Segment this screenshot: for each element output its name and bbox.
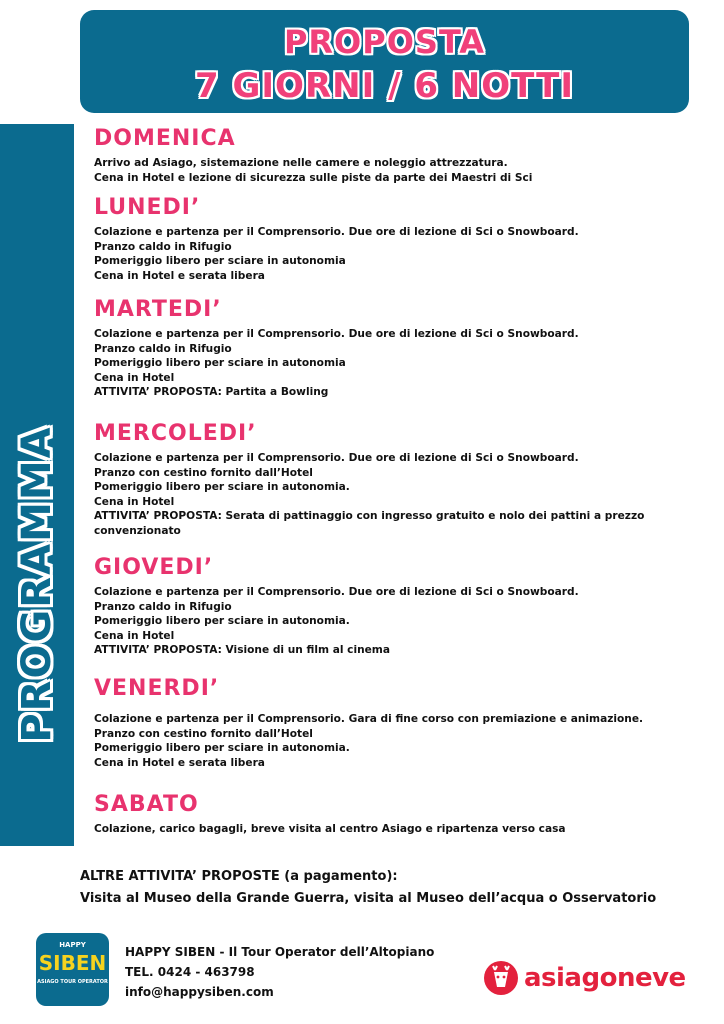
- brand-text: asiagoneve: [524, 963, 686, 993]
- day-giovedi: [94, 555, 694, 658]
- day-line: Arrivo ad Asiago, sistemazione nelle camere e noleggio attrezzatura.: [94, 157, 508, 169]
- day-line: Pomeriggio libero per sciare in autonomia.: [94, 481, 350, 494]
- day-line: Pomeriggio libero per sciare in autonomia.: [94, 742, 350, 755]
- happy-siben-logo: [36, 933, 109, 1006]
- day-title: GIOVEDI’: [94, 555, 214, 580]
- day-line: Pranzo con cestino fornito dall’Hotel: [94, 466, 313, 479]
- day-line: Pranzo caldo in Rifugio: [94, 240, 232, 253]
- day-line: ATTIVITA’ PROPOSTA: Serata di pattinaggio con ingresso gratuito e nolo dei pattini a prezzo convenzionato: [94, 510, 645, 537]
- logo-top-text: HAPPY: [59, 941, 86, 949]
- day-sabato: [94, 792, 694, 837]
- company-name: HAPPY SIBEN - Il Tour Operator dell’Altopiano: [125, 945, 435, 959]
- day-title: LUNEDI’: [94, 195, 201, 220]
- contacts: [125, 942, 434, 1002]
- logo-main-text: SIBEN: [38, 951, 107, 975]
- day-title: MERCOLEDI’: [94, 421, 257, 446]
- day-line: Cena in Hotel: [94, 629, 175, 642]
- day-line: Cena in Hotel: [94, 371, 175, 384]
- day-title: MARTEDI’: [94, 297, 222, 322]
- day-martedi: [94, 297, 694, 400]
- day-line: Pomeriggio libero per sciare in autonomia: [94, 255, 346, 268]
- extra-activities: [80, 866, 710, 910]
- day-line: Cena in Hotel e lezione di sicurezza sulle piste da parte dei Maestri di Sci: [94, 171, 533, 184]
- day-title: VENERDI’: [94, 676, 220, 701]
- day-lunedi: [94, 195, 694, 283]
- day-title: DOMENICA: [94, 126, 236, 151]
- phone-number: TEL. 0424 - 463798: [125, 965, 255, 979]
- day-domenica: [94, 126, 694, 185]
- day-line: Cena in Hotel e serata libera: [94, 269, 265, 282]
- sidebar: [0, 124, 74, 846]
- header-title-line2: 7 GIORNI / 6 NOTTI: [194, 66, 574, 106]
- day-venerdi: [94, 676, 694, 770]
- day-mercoledi: [94, 421, 694, 539]
- day-line: Colazione e partenza per il Comprensorio. Due ore di lezione di Sci o Snowboard.: [94, 586, 579, 598]
- day-line: Colazione e partenza per il Comprensorio. Gara di fine corso con premiazione e animazione.: [94, 713, 644, 725]
- sidebar-label: PROGRAMMA: [14, 425, 60, 743]
- day-title: SABATO: [94, 792, 199, 817]
- day-line: Colazione e partenza per il Comprensorio. Due ore di lezione di Sci o Snowboard.: [94, 452, 579, 464]
- logo-sub-text: ASIAGO TOUR OPERATOR: [37, 979, 108, 985]
- day-line: Colazione e partenza per il Comprensorio. Due ore di lezione di Sci o Snowboard.: [94, 226, 579, 238]
- extra-activities-list: Visita al Museo della Grande Guerra, visita al Museo dell’acqua o Osservatorio: [80, 891, 657, 906]
- day-line: Pranzo caldo in Rifugio: [94, 342, 232, 355]
- day-line: ATTIVITA’ PROPOSTA: Visione di un film al cinema: [94, 644, 390, 657]
- day-line: Cena in Hotel: [94, 495, 175, 508]
- day-line: Cena in Hotel e serata libera: [94, 756, 265, 769]
- day-line: Pranzo caldo in Rifugio: [94, 600, 232, 613]
- day-line: Pomeriggio libero per sciare in autonomia: [94, 357, 346, 370]
- day-line: Pranzo con cestino fornito dall’Hotel: [94, 727, 313, 740]
- deer-icon: [484, 961, 518, 995]
- header-banner: [80, 10, 689, 113]
- day-line: Pomeriggio libero per sciare in autonomia.: [94, 615, 350, 628]
- day-line: ATTIVITA’ PROPOSTA: Partita a Bowling: [94, 386, 329, 399]
- day-line: Colazione e partenza per il Comprensorio. Due ore di lezione di Sci o Snowboard.: [94, 328, 579, 340]
- email-link[interactable]: info@happysiben.com: [125, 985, 274, 999]
- header-title-line1: PROPOSTA: [283, 23, 486, 61]
- day-line: Colazione, carico bagagli, breve visita al centro Asiago e ripartenza verso casa: [94, 823, 566, 835]
- extra-activities-heading: ALTRE ATTIVITA’ PROPOSTE (a pagamento):: [80, 869, 398, 884]
